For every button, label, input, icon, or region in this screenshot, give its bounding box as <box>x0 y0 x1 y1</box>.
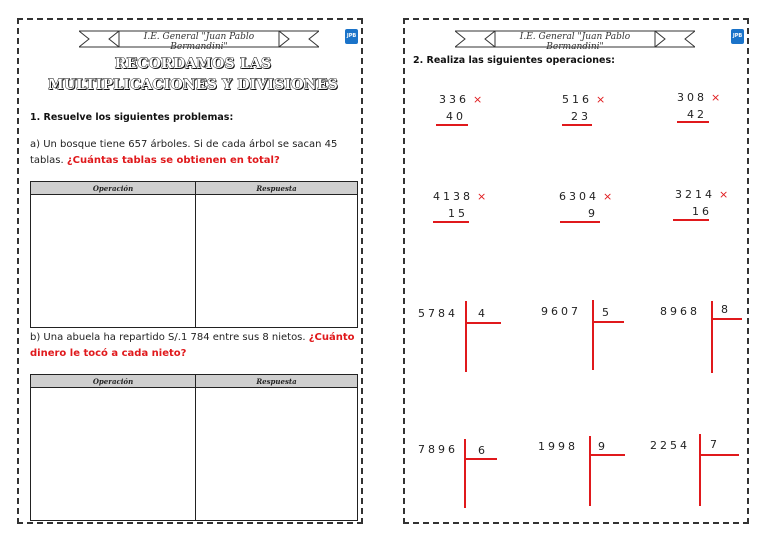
section-2-heading: 2. Realiza las siguientes operaciones: <box>413 55 615 66</box>
division-1-divisor: 4 <box>478 307 488 320</box>
multiplication-4-line <box>433 221 469 223</box>
problem-b <box>30 330 360 362</box>
problem-b-text: b) Una abuela ha repartido S/.1 784 entre sus 8 nietos. <box>30 332 309 343</box>
division-4-divisor: 6 <box>478 444 488 457</box>
times-icon: × <box>477 190 487 203</box>
multiplication-3-top: 308 × <box>677 91 721 104</box>
multiplication-6-top: 3214 × <box>675 188 729 201</box>
division-5-dividend: 1998 <box>538 440 578 453</box>
problem-a <box>30 137 360 169</box>
operation-cell[interactable] <box>31 388 196 521</box>
division-3-bracket-vertical <box>711 301 713 373</box>
division-6-bracket-horizontal <box>699 454 739 456</box>
times-icon: × <box>719 188 729 201</box>
answer-table-a <box>30 181 358 328</box>
operation-cell[interactable] <box>31 195 196 328</box>
multiplication-2-line <box>562 124 592 126</box>
answer-cell[interactable] <box>196 388 358 521</box>
division-2-bracket-horizontal <box>592 321 624 323</box>
division-3-bracket-horizontal <box>711 318 742 320</box>
division-4-dividend: 7896 <box>418 443 458 456</box>
division-4-bracket-vertical <box>464 439 466 508</box>
multiplication-6-bottom: 16 <box>692 205 712 218</box>
division-5-bracket-vertical <box>589 436 591 506</box>
multiplication-6-line <box>673 219 709 221</box>
worksheet-page-2 <box>403 18 749 524</box>
multiplication-5-line <box>560 221 600 223</box>
times-icon: × <box>596 93 606 106</box>
division-6-divisor: 7 <box>710 438 720 451</box>
multiplication-1-bottom: 40 <box>446 110 466 123</box>
school-banner <box>79 29 319 52</box>
division-1-bracket-vertical <box>465 301 467 372</box>
division-3-divisor: 8 <box>721 303 731 316</box>
division-6-bracket-vertical <box>699 434 701 506</box>
times-icon: × <box>711 91 721 104</box>
multiplication-1-top: 336 × <box>439 93 483 106</box>
multiplication-4-bottom: 15 <box>448 207 468 220</box>
division-2-dividend: 9607 <box>541 305 581 318</box>
school-name: I.E. General "Juan Pablo Bermandini" <box>143 32 255 52</box>
division-5-bracket-horizontal <box>589 454 625 456</box>
problem-b-question: ¿Cuánto dinero le tocó a cada nieto? <box>30 332 355 359</box>
multiplication-3-line <box>677 121 709 123</box>
multiplication-5-bottom: 9 <box>588 207 598 220</box>
division-5-divisor: 9 <box>598 440 608 453</box>
school-banner <box>455 29 695 52</box>
operation-header: Operación <box>31 182 196 195</box>
multiplication-2-bottom: 23 <box>571 110 591 123</box>
school-name: I.E. General "Juan Pablo Bermandini" <box>519 32 631 52</box>
section-1-heading: 1. Resuelve los siguientes problemas: <box>30 112 234 123</box>
times-icon: × <box>603 190 613 203</box>
division-6-dividend: 2254 <box>650 439 690 452</box>
division-1-bracket-horizontal <box>465 322 501 324</box>
division-1-dividend: 5784 <box>418 307 458 320</box>
multiplication-2-top: 516 × <box>562 93 606 106</box>
operation-header: Operación <box>31 375 196 388</box>
multiplication-4-top: 4138 × <box>433 190 487 203</box>
answer-cell[interactable] <box>196 195 358 328</box>
division-3-dividend: 8968 <box>660 305 700 318</box>
page-title: RECORDAMOS LAS MULTIPLICACIONES Y DIVISIONES <box>48 56 338 93</box>
division-2-bracket-vertical <box>592 300 594 370</box>
division-2-divisor: 5 <box>602 306 612 319</box>
answer-table-b <box>30 374 358 521</box>
answer-header: Respuesta <box>196 375 358 388</box>
problem-a-question: ¿Cuántas tablas se obtienen en total? <box>66 155 280 166</box>
problem-a-text: a) Un bosque tiene 657 árboles. Si de cada árbol se sacan 45 tablas. <box>30 139 338 166</box>
school-logo-icon: JPB <box>345 29 358 44</box>
times-icon: × <box>473 93 483 106</box>
school-logo-icon: JPB <box>731 29 744 44</box>
multiplication-1-line <box>436 124 468 126</box>
division-4-bracket-horizontal <box>464 458 497 460</box>
multiplication-3-bottom: 42 <box>687 108 707 121</box>
answer-header: Respuesta <box>196 182 358 195</box>
worksheet-page-1 <box>17 18 363 524</box>
multiplication-5-top: 6304 × <box>559 190 613 203</box>
